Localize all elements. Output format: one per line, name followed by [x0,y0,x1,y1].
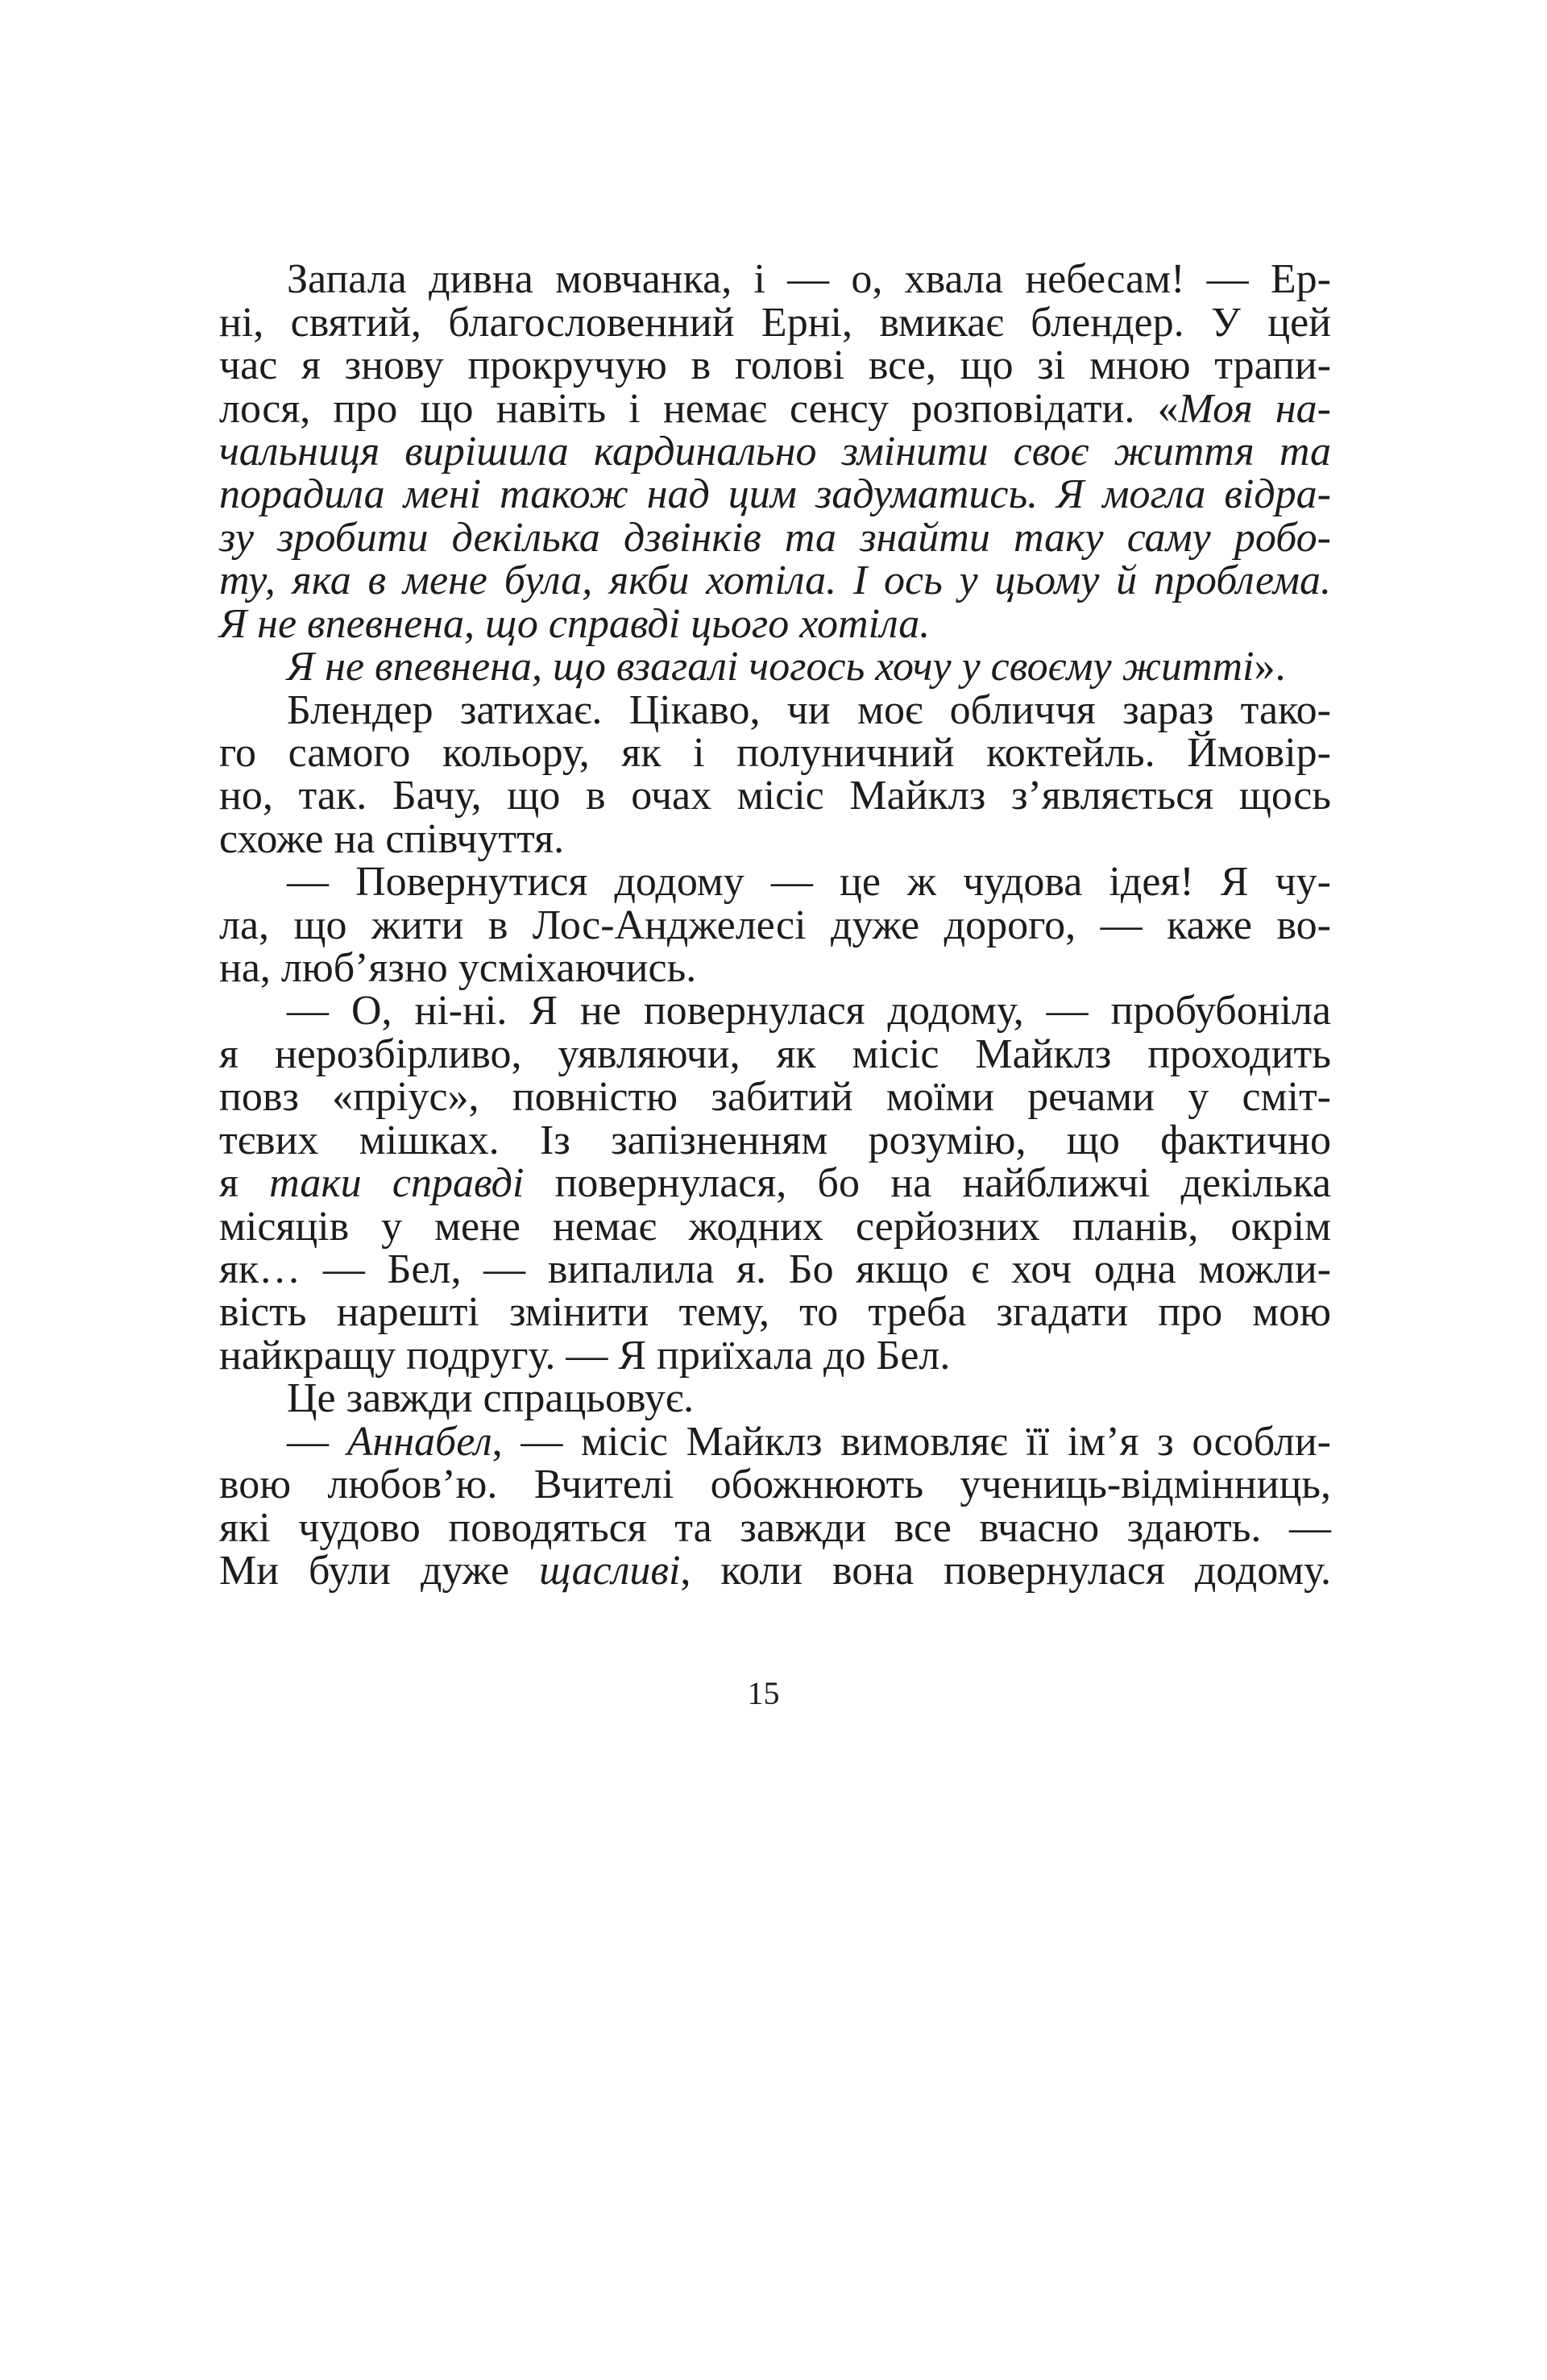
text-line [219,774,1331,817]
text-line [219,1420,1331,1463]
text-line [219,301,1331,344]
text-line [219,1119,1331,1162]
italic-text: щасливі [539,1547,681,1594]
text-segment: — Повернутися додому — це ж чудова ідея! Я чу- [287,859,1331,906]
text-line [219,1248,1331,1291]
italic-text: Я не впевнена, що справді цього хотіла. [219,600,931,647]
text-segment: найкращу подругу. — Я приїхала до Бел. [219,1332,951,1379]
text-segment: я [219,1160,270,1207]
text-segment: — [287,1418,347,1465]
text-segment: вість нарешті змінити тему, то треба згадати про мою [219,1289,1331,1336]
text-line [219,385,1331,432]
text-segment: ні, святий, благословенний Ерні, вмикає блендер. У цей [219,299,1331,346]
text-segment: схоже на співчуття. [219,815,565,862]
text-segment: , коли вона повернулася додому. [680,1547,1331,1594]
text-segment: які чудово поводяться та завжди все вчасно здають. — [219,1504,1331,1551]
text-segment: як… — Бел, — випалила я. Бо якщо є хоч одна можли- [219,1246,1331,1292]
text-segment: тєвих мішках. Із запізненням розумію, що фактично [219,1117,1331,1163]
text-line [219,859,1331,906]
text-segment: — О, ні-ні. Я не повернулася додому, — пробубоніла [287,988,1331,1035]
text-line [219,1205,1331,1248]
text-segment: но, так. Бачу, що в очах місіс Майклз з’являється щось [219,773,1331,819]
text-segment: Ми були дуже [219,1547,540,1594]
text-line [219,516,1331,559]
text-line [219,1377,1331,1420]
italic-text: Моя на- [1178,385,1331,432]
text-segment: на, люб’язно усміхаючись. [219,945,697,992]
italic-text: порадила мені також над цим задуматись. Я могла відра- [219,471,1331,518]
italic-text: таки справді [269,1160,525,1207]
text-line [219,729,1331,776]
body-text [219,258,1331,1592]
text-line [219,258,1331,301]
text-segment: повз «пріус», повністю забитий моїми речами у сміт- [219,1074,1331,1121]
text-segment: , — місіс Майклз вимовляє її ім’я з особли- [491,1418,1331,1465]
text-segment: лося, про що навіть і немає сенсу розповідати. « [219,385,1179,432]
text-line [219,1074,1331,1121]
text-line [219,1463,1331,1506]
text-segment: вою любов’ю. Вчителі обожнюють учениць-відмінниць, [219,1462,1331,1508]
text-segment: повернулася, бо на найближчі декілька [524,1160,1332,1207]
text-line [219,988,1331,1035]
text-line [219,904,1331,947]
text-line [219,1162,1331,1205]
italic-text: Аннабел [346,1418,492,1465]
italic-text: зу зробити декілька дзвінків та знайти таку саму робо- [219,514,1331,561]
text-line [219,473,1331,516]
text-segment: місяців у мене немає жодних серйозних планів, окрім [219,1203,1331,1250]
text-line [219,1289,1331,1336]
text-line [219,1030,1331,1077]
text-segment: Запала дивна мовчанка, і — о, хвала небесам! — Ер- [287,256,1331,303]
text-line [219,1504,1331,1551]
italic-text: чальниця вирішила кардинально змінити своє життя та [219,428,1331,475]
text-line [219,686,1331,733]
italic-text: Я не впевнена, що взагалі чогось хочу у своєму житті [287,644,1255,690]
text-line [219,600,1331,647]
text-line [219,559,1331,602]
text-segment: Блендер затихає. Цікаво, чи моє обличчя зараз тако- [287,686,1331,733]
text-segment: я нерозбірливо, уявляючи, як місіс Майклз проходить [219,1030,1331,1077]
text-line [219,344,1331,387]
text-line [219,815,1331,862]
text-segment: час я знову прокручую в голові все, що зі мною трапи- [219,342,1331,389]
italic-text: ту, яка в мене була, якби хотіла. І ось у цьому й проблема. [219,558,1331,604]
text-line [219,1549,1331,1592]
text-segment: го самого кольору, як і полуничний коктейль. Ймовір- [219,729,1331,776]
text-segment: ». [1254,644,1286,690]
page-number: 15 [747,1675,780,1711]
text-line [219,645,1331,688]
text-segment: ла, що жити в Лос-Анджелесі дуже дорого, — каже во- [219,902,1331,948]
text-line [219,430,1331,473]
text-line [219,1334,1331,1377]
text-segment: Це завжди спрацьовує. [287,1375,695,1422]
text-line [219,945,1331,992]
